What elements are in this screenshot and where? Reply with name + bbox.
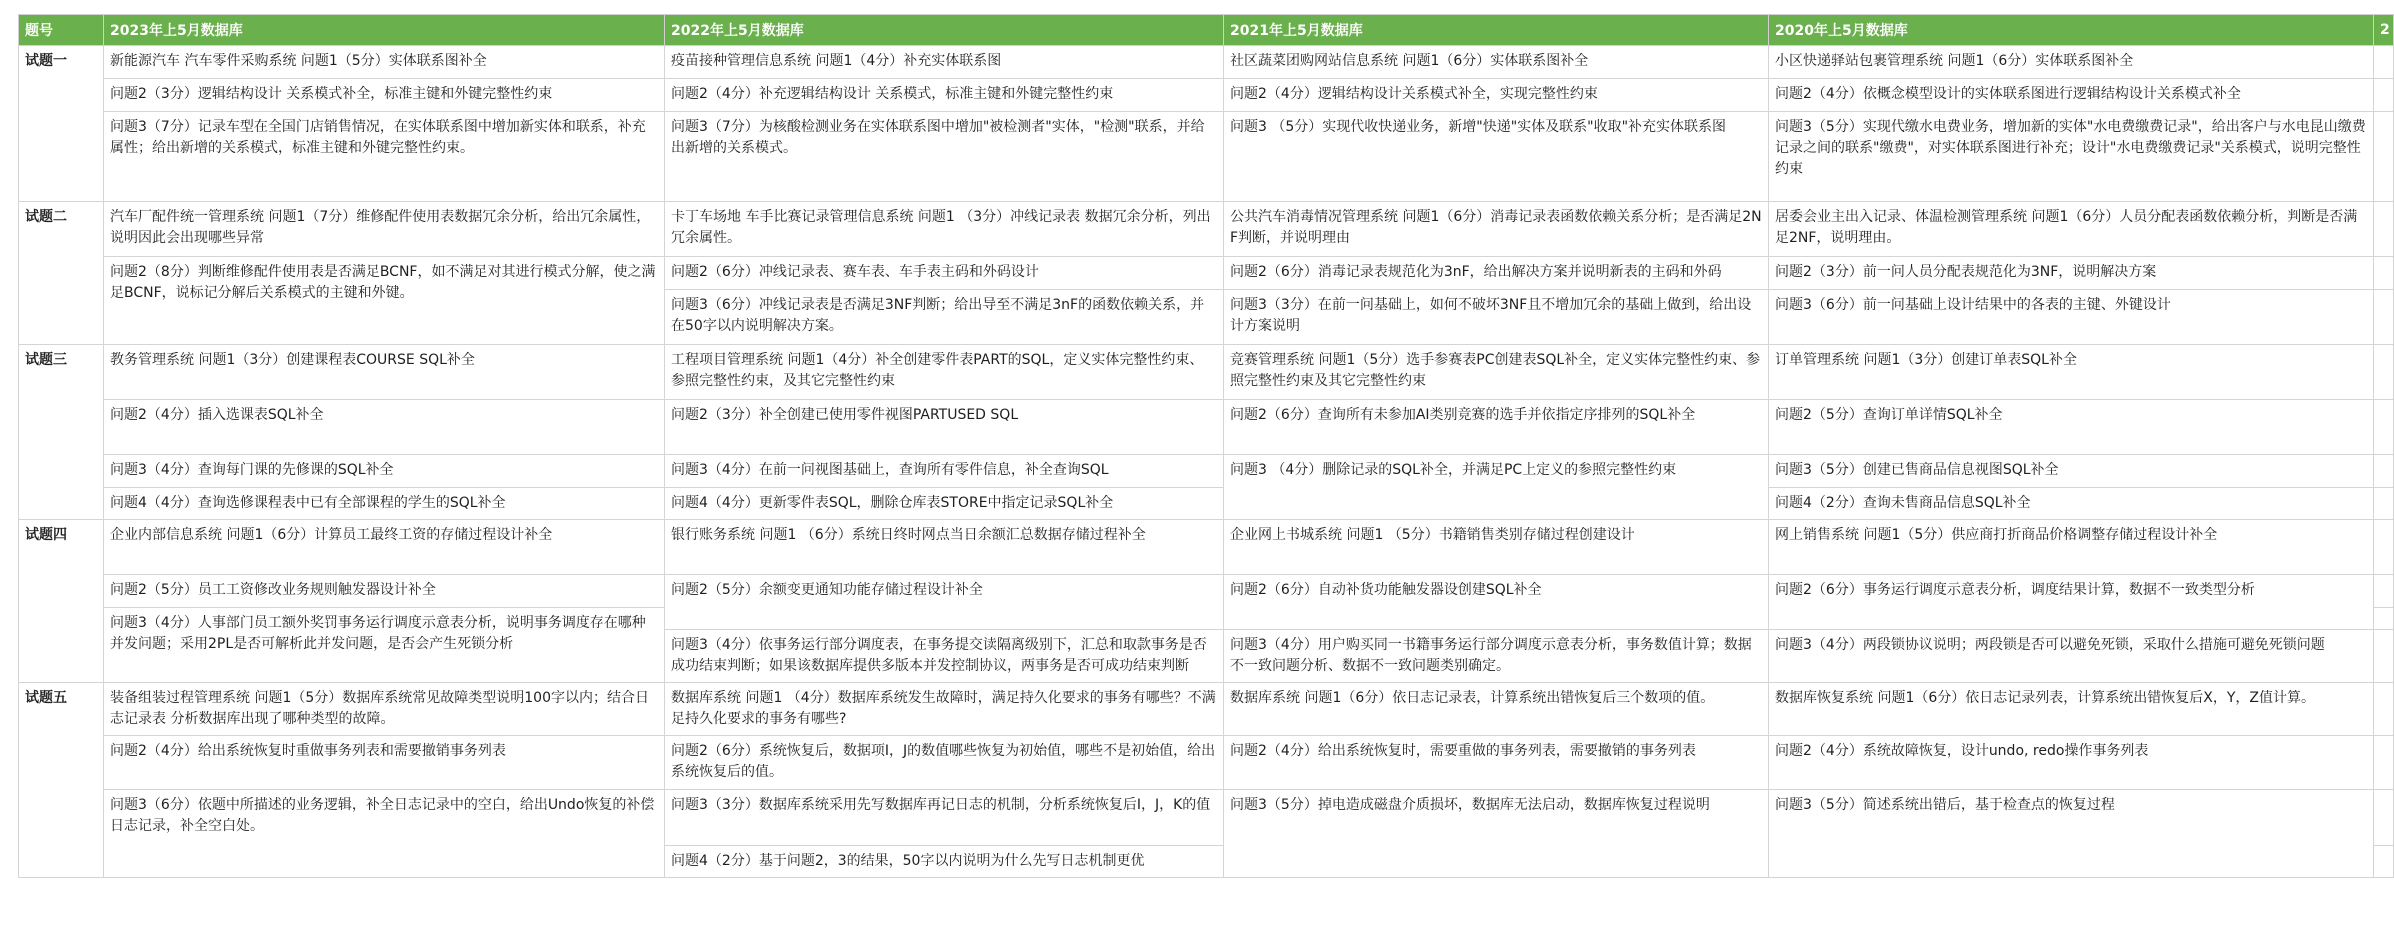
table-row: [19, 790, 2394, 846]
cell-clipped[interactable]: [2374, 345, 2394, 400]
cell-clipped[interactable]: [2374, 575, 2394, 608]
exam-comparison-table: [18, 14, 2394, 878]
cell-2022[interactable]: 问题4（2分）基于问题2，3的结果，50字以内说明为什么先写日志机制更优: [665, 846, 1224, 878]
cell-2020[interactable]: 订单管理系统 问题1（3分）创建订单表SQL补全: [1769, 345, 2374, 400]
cell-2021[interactable]: 公共汽车消毒情况管理系统 问题1（6分）消毒记录表函数依赖关系分析；是否满足2NF判断，并说明理由: [1224, 202, 1769, 257]
cell-2022[interactable]: 问题2（6分）冲线记录表、赛车表、车手表主码和外码设计: [665, 257, 1224, 290]
question-label[interactable]: 试题三: [19, 345, 104, 520]
cell-2023[interactable]: 问题3（7分）记录车型在全国门店销售情况，在实体联系图中增加新实体和联系，补充属性；给出新增的关系模式，标准主键和外键完整性约束。: [104, 112, 665, 202]
table-row: [19, 400, 2394, 455]
cell-2022[interactable]: 疫苗接种管理信息系统 问题1（4分）补充实体联系图: [665, 46, 1224, 79]
table-row: [19, 488, 2394, 520]
cell-2023[interactable]: 汽车厂配件统一管理系统 问题1（7分）维修配件使用表数据冗余分析，给出冗余属性，说明因此会出现哪些异常: [104, 202, 665, 257]
table-row: [19, 46, 2394, 79]
cell-2020[interactable]: 问题3（5分）创建已售商品信息视图SQL补全: [1769, 455, 2374, 488]
cell-clipped[interactable]: [2374, 846, 2394, 878]
cell-2020[interactable]: 问题3（4分）两段锁协议说明；两段锁是否可以避免死锁，采取什么措施可避免死锁问题: [1769, 630, 2374, 683]
cell-2021[interactable]: 问题2（6分）消毒记录表规范化为3nF，给出解决方案并说明新表的主码和外码: [1224, 257, 1769, 290]
cell-2023[interactable]: 问题3（4分）查询每门课的先修课的SQL补全: [104, 455, 665, 488]
header-2021[interactable]: 2021年上5月数据库: [1224, 15, 1769, 46]
cell-clipped[interactable]: [2374, 683, 2394, 736]
question-label[interactable]: 试题一: [19, 46, 104, 202]
cell-2023[interactable]: 问题2（4分）插入选课表SQL补全: [104, 400, 665, 455]
cell-2022[interactable]: 问题3（7分）为核酸检测业务在实体联系图中增加"被检测者"实体，"检测"联系，并给出新增的关系模式。: [665, 112, 1224, 202]
table-row: [19, 520, 2394, 575]
cell-2022[interactable]: 卡丁车场地 车手比赛记录管理信息系统 问题1 （3分）冲线记录表 数据冗余分析，列出冗余属性。: [665, 202, 1224, 257]
cell-2022[interactable]: 数据库系统 问题1 （4分）数据库系统发生故障时，满足持久化要求的事务有哪些？不满足持久化要求的事务有哪些?: [665, 683, 1224, 736]
cell-2023[interactable]: 问题2（5分）员工工资修改业务规则触发器设计补全: [104, 575, 665, 608]
cell-2021[interactable]: 数据库系统 问题1（6分）依日志记录表，计算系统出错恢复后三个数项的值。: [1224, 683, 1769, 736]
cell-2022[interactable]: 问题3（6分）冲线记录表是否满足3NF判断；给出导至不满足3nF的函数依赖关系，并在50字以内说明解决方案。: [665, 290, 1224, 345]
cell-2022[interactable]: 问题4（4分）更新零件表SQL，删除仓库表STORE中指定记录SQL补全: [665, 488, 1224, 520]
table-row: [19, 79, 2394, 112]
cell-clipped[interactable]: [2374, 257, 2394, 290]
cell-clipped[interactable]: [2374, 112, 2394, 202]
cell-2022[interactable]: 问题2（3分）补全创建已使用零件视图PARTUSED SQL: [665, 400, 1224, 455]
table-row: [19, 683, 2394, 736]
cell-2020[interactable]: 问题2（4分）系统故障恢复，设计undo, redo操作事务列表: [1769, 736, 2374, 790]
cell-2020[interactable]: 问题4（2分）查询未售商品信息SQL补全: [1769, 488, 2374, 520]
cell-2020[interactable]: 问题2（6分）事务运行调度示意表分析，调度结果计算，数据不一致类型分析: [1769, 575, 2374, 630]
cell-2023[interactable]: 新能源汽车 汽车零件采购系统 问题1（5分）实体联系图补全: [104, 46, 665, 79]
cell-2021[interactable]: 问题3（3分）在前一问基础上，如何不破坏3NF且不增加冗余的基础上做到，给出设计方案说明: [1224, 290, 1769, 345]
cell-2022[interactable]: 工程项目管理系统 问题1（4分）补全创建零件表PART的SQL，定义实体完整性约束、参照完整性约束，及其它完整性约束: [665, 345, 1224, 400]
cell-2022[interactable]: 问题2（5分）余额变更通知功能存储过程设计补全: [665, 575, 1224, 630]
header-2023[interactable]: 2023年上5月数据库: [104, 15, 665, 46]
cell-2020[interactable]: 网上销售系统 问题1（5分）供应商打折商品价格调整存储过程设计补全: [1769, 520, 2374, 575]
header-2020[interactable]: 2020年上5月数据库: [1769, 15, 2374, 46]
cell-2023[interactable]: 教务管理系统 问题1（3分）创建课程表COURSE SQL补全: [104, 345, 665, 400]
cell-2020[interactable]: 问题2（3分）前一问人员分配表规范化为3NF，说明解决方案: [1769, 257, 2374, 290]
cell-2023[interactable]: 问题4（4分）查询选修课程表中已有全部课程的学生的SQL补全: [104, 488, 665, 520]
cell-2020[interactable]: 问题2（4分）依概念模型设计的实体联系图进行逻辑结构设计关系模式补全: [1769, 79, 2374, 112]
cell-2020[interactable]: 问题3（6分）前一问基础上设计结果中的各表的主键、外键设计: [1769, 290, 2374, 345]
cell-2020[interactable]: 问题3（5分）简述系统出错后，基于检查点的恢复过程: [1769, 790, 2374, 878]
cell-2021[interactable]: 问题2（4分）逻辑结构设计关系模式补全，实现完整性约束: [1224, 79, 1769, 112]
cell-clipped[interactable]: [2374, 46, 2394, 79]
question-label[interactable]: 试题四: [19, 520, 104, 683]
cell-2023[interactable]: 问题2（4分）给出系统恢复时重做事务列表和需要撤销事务列表: [104, 736, 665, 790]
question-label[interactable]: 试题二: [19, 202, 104, 345]
cell-2022[interactable]: 问题3（4分）依事务运行部分调度表，在事务提交读隔离级别下，汇总和取款事务是否成功结束判断；如果该数据库提供多版本并发控制协议，两事务是否可成功结束判断: [665, 630, 1224, 683]
cell-2021[interactable]: 问题2（6分）自动补货功能触发器设创建SQL补全: [1224, 575, 1769, 630]
cell-clipped[interactable]: [2374, 790, 2394, 846]
question-label[interactable]: 试题五: [19, 683, 104, 878]
cell-2021[interactable]: 问题2（6分）查询所有未参加AI类别竞赛的选手并依指定序排列的SQL补全: [1224, 400, 1769, 455]
cell-2020[interactable]: 问题3（5分）实现代缴水电费业务，增加新的实体"水电费缴费记录"，给出客户与水电昆山缴费记录之间的联系"缴费"，对实体联系图进行补充；设计"水电费缴费记录"关系模式，说明完整性约束: [1769, 112, 2374, 202]
cell-clipped[interactable]: [2374, 455, 2394, 488]
cell-2021[interactable]: 问题3 （5分）实现代收快递业务，新增"快递"实体及联系"收取"补充实体联系图: [1224, 112, 1769, 202]
cell-2023[interactable]: 问题3（4分）人事部门员工额外奖罚事务运行调度示意表分析，说明事务调度存在哪种并发问题；采用2PL是否可解析此并发问题，是否会产生死锁分析: [104, 608, 665, 683]
cell-2022[interactable]: 问题3（3分）数据库系统采用先写数据库再记日志的机制，分析系统恢复后I，J，K的值: [665, 790, 1224, 846]
cell-clipped[interactable]: [2374, 79, 2394, 112]
cell-2022[interactable]: 问题2（4分）补充逻辑结构设计 关系模式，标准主键和外键完整性约束: [665, 79, 1224, 112]
cell-2021[interactable]: 问题3 （4分）删除记录的SQL补全，并满足PC上定义的参照完整性约束: [1224, 455, 1769, 520]
cell-clipped[interactable]: [2374, 400, 2394, 455]
cell-2023[interactable]: 问题2（3分）逻辑结构设计 关系模式补全，标准主键和外键完整性约束: [104, 79, 665, 112]
cell-2023[interactable]: 装备组装过程管理系统 问题1（5分）数据库系统常见故障类型说明100字以内；结合日志记录表 分析数据库出现了哪种类型的故障。: [104, 683, 665, 736]
cell-clipped[interactable]: [2374, 520, 2394, 575]
cell-2021[interactable]: 竞赛管理系统 问题1（5分）选手参赛表PC创建表SQL补全，定义实体完整性约束、参照完整性约束及其它完整性约束: [1224, 345, 1769, 400]
cell-2021[interactable]: 企业网上书城系统 问题1 （5分）书籍销售类别存储过程创建设计: [1224, 520, 1769, 575]
cell-2020[interactable]: 居委会业主出入记录、体温检测管理系统 问题1（6分）人员分配表函数依赖分析，判断是否满足2NF，说明理由。: [1769, 202, 2374, 257]
cell-2021[interactable]: 问题3（4分）用户购买同一书籍事务运行部分调度示意表分析，事务数值计算；数据不一致问题分析、数据不一致问题类别确定。: [1224, 630, 1769, 683]
cell-2022[interactable]: 问题3（4分）在前一问视图基础上，查询所有零件信息，补全查询SQL: [665, 455, 1224, 488]
cell-2022[interactable]: 问题2（6分）系统恢复后，数据项I，J的数值哪些恢复为初始值，哪些不是初始值，给出系统恢复后的值。: [665, 736, 1224, 790]
header-next-clipped[interactable]: 2: [2374, 15, 2394, 46]
cell-2023[interactable]: 企业内部信息系统 问题1（6分）计算员工最终工资的存储过程设计补全: [104, 520, 665, 575]
table-row: [19, 257, 2394, 290]
cell-clipped[interactable]: [2374, 630, 2394, 683]
cell-2022[interactable]: 银行账务系统 问题1 （6分）系统日终时网点当日余额汇总数据存储过程补全: [665, 520, 1224, 575]
table-row: [19, 202, 2394, 257]
header-2022[interactable]: 2022年上5月数据库: [665, 15, 1224, 46]
cell-2021[interactable]: 问题3（5分）掉电造成磁盘介质损坏，数据库无法启动，数据库恢复过程说明: [1224, 790, 1769, 878]
table-row: [19, 345, 2394, 400]
cell-clipped[interactable]: [2374, 736, 2394, 790]
header-question-id[interactable]: 题号: [19, 15, 104, 46]
cell-clipped[interactable]: [2374, 202, 2394, 257]
cell-2020[interactable]: 数据库恢复系统 问题1（6分）依日志记录列表，计算系统出错恢复后X，Y，Z值计算。: [1769, 683, 2374, 736]
table-row: [19, 455, 2394, 488]
cell-clipped[interactable]: [2374, 608, 2394, 630]
cell-2023[interactable]: 问题3（6分）依题中所描述的业务逻辑，补全日志记录中的空白，给出Undo恢复的补偿日志记录，补全空白处。: [104, 790, 665, 878]
spreadsheet: [18, 14, 2390, 878]
header-row: [19, 15, 2394, 46]
table-row: [19, 112, 2394, 202]
cell-clipped[interactable]: [2374, 290, 2394, 345]
cell-2020[interactable]: 问题2（5分）查询订单详情SQL补全: [1769, 400, 2374, 455]
cell-2021[interactable]: 社区蔬菜团购网站信息系统 问题1（6分）实体联系图补全: [1224, 46, 1769, 79]
table-row: [19, 575, 2394, 608]
table-row: [19, 736, 2394, 790]
cell-clipped[interactable]: [2374, 488, 2394, 520]
cell-2023[interactable]: 问题2（8分）判断维修配件使用表是否满足BCNF，如不满足对其进行模式分解，使之满足BCNF，说标记分解后关系模式的主键和外键。: [104, 257, 665, 345]
cell-2020[interactable]: 小区快递驿站包裹管理系统 问题1（6分）实体联系图补全: [1769, 46, 2374, 79]
cell-2021[interactable]: 问题2（4分）给出系统恢复时，需要重做的事务列表，需要撤销的事务列表: [1224, 736, 1769, 790]
